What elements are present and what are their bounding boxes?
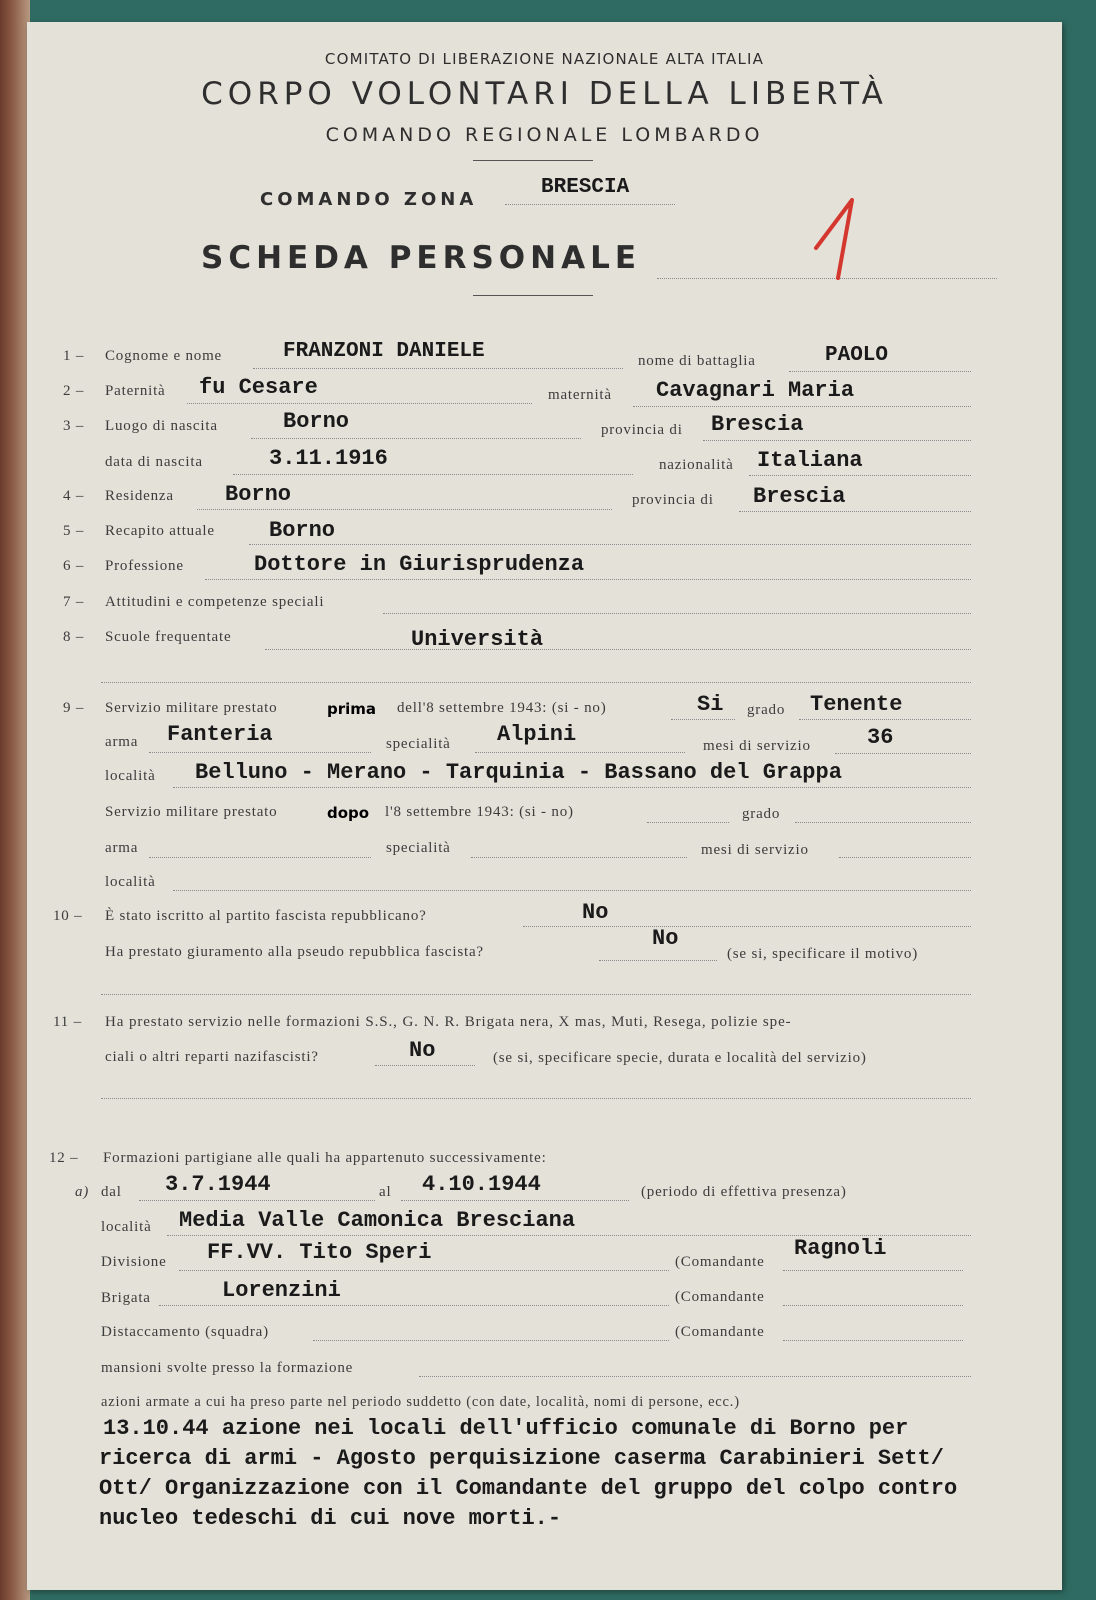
zone-label: COMANDO ZONA (260, 189, 478, 210)
specialty-label: specialità (386, 736, 451, 752)
nazifascist-line-2 (101, 1098, 971, 1099)
to-value: 4.10.1944 (422, 1172, 541, 1197)
title-divider (473, 295, 593, 296)
after-arm-label: arma (105, 840, 139, 856)
nationality-label: nazionalità (659, 457, 734, 473)
months-label: mesi di servizio (703, 738, 811, 754)
actions-label: azioni armate a cui ha preso parte nel periodo suddetto (con date, località, nomi di persone, ecc.) (101, 1394, 740, 1410)
aptitudes-line (383, 613, 971, 614)
division-value: FF.VV. Tito Speri (207, 1240, 432, 1265)
field-number-11: 11 – (53, 1014, 82, 1030)
specialty-value: Alpini (497, 722, 577, 747)
field-number-7: 7 – (63, 594, 85, 610)
maternity-label: maternità (548, 387, 612, 403)
address-value: Borno (269, 518, 336, 543)
item-a-label: a) (75, 1184, 90, 1200)
birthplace-value: Borno (283, 409, 350, 434)
party-line (523, 926, 971, 927)
after-rank-line (795, 822, 971, 823)
personal-record-sheet (27, 22, 1062, 1590)
brigade-label: Brigata (101, 1290, 151, 1306)
arm-line (149, 752, 371, 753)
before-service-label: Servizio militare prestato (105, 700, 278, 716)
paternity-line (187, 403, 532, 404)
paternity-value: fu Cesare (199, 375, 318, 400)
locality-line (173, 787, 971, 788)
folder-edge (0, 0, 30, 1600)
corps-heading: CORPO VOLONTARI DELLA LIBERTÀ (201, 76, 888, 112)
schools-label: Scuole frequentate (105, 629, 232, 645)
after-service-label: Servizio militare prestato (105, 804, 278, 820)
residence-value: Borno (225, 482, 292, 507)
rank-line (799, 719, 971, 720)
locality-label: località (105, 768, 156, 784)
regional-command-heading: COMANDO REGIONALE LOMBARDO (325, 124, 764, 146)
oath-label: Ha prestato giuramento alla pseudo repubblica fascista? (105, 944, 484, 960)
brigade-commander-label: (Comandante (675, 1289, 765, 1305)
division-commander-value: Ragnoli (794, 1236, 887, 1261)
zone-line (505, 204, 675, 205)
oath-value: No (652, 926, 679, 951)
paternity-label: Paternità (105, 383, 166, 399)
birthplace-line (251, 438, 581, 439)
birth-province-label: provincia di (601, 422, 683, 438)
oath-line (599, 960, 717, 961)
schools-value: Università (411, 627, 544, 652)
to-line (401, 1200, 629, 1201)
address-line (249, 544, 971, 545)
schools-line (265, 649, 971, 650)
detachment-commander-line (783, 1340, 963, 1341)
actions-line-2: ricerca di armi - Agosto perquisizione caserma Carabinieri Sett/ (99, 1446, 944, 1471)
before-service-value: Si (697, 692, 724, 717)
nazifascist-service-label: Ha prestato servizio nelle formazioni S.S., G. N. R. Brigata nera, X mas, Muti, Resega, polizie spe- (105, 1014, 792, 1030)
months-line (835, 753, 971, 754)
after-locality-label: località (105, 874, 156, 890)
oath-line-2 (101, 994, 971, 995)
from-value: 3.7.1944 (165, 1172, 271, 1197)
before-bold-label: prima (327, 700, 377, 718)
field-number-9: 9 – (63, 700, 85, 716)
surname-line (253, 368, 623, 369)
duties-line (419, 1376, 971, 1377)
brigade-commander-line (783, 1305, 963, 1306)
after-months-label: mesi di servizio (701, 842, 809, 858)
address-label: Recapito attuale (105, 523, 215, 539)
after-specialty-label: specialità (386, 840, 451, 856)
detachment-commander-label: (Comandante (675, 1324, 765, 1340)
after-date-label: l'8 settembre 1943: (si - no) (385, 804, 574, 820)
residence-province-line (739, 511, 971, 512)
brigade-value: Lorenzini (222, 1278, 341, 1303)
battle-name-value: PAOLO (825, 344, 889, 367)
division-label: Divisione (101, 1254, 167, 1270)
arm-value: Fanteria (167, 722, 273, 747)
birthdate-line (233, 474, 633, 475)
field-number-2: 2 – (63, 383, 85, 399)
after-service-line (647, 822, 729, 823)
after-rank-label: grado (742, 806, 781, 822)
from-label: dal (101, 1184, 122, 1200)
battle-name-label: nome di battaglia (638, 353, 756, 369)
profession-line (205, 579, 971, 580)
arm-label: arma (105, 734, 139, 750)
profession-label: Professione (105, 558, 184, 574)
residence-line (197, 509, 612, 510)
schools-line-2 (101, 682, 971, 683)
nazifascist-service-line (375, 1065, 475, 1066)
division-commander-label: (Comandante (675, 1254, 765, 1270)
after-months-line (839, 857, 971, 858)
field-number-5: 5 – (63, 523, 85, 539)
partisan-locality-value: Media Valle Camonica Bresciana (179, 1208, 576, 1233)
detachment-label: Distaccamento (squadra) (101, 1324, 269, 1340)
field-number-1: 1 – (63, 348, 85, 364)
rank-value: Tenente (810, 692, 903, 717)
birth-province-line (703, 440, 971, 441)
from-line (139, 1200, 375, 1201)
birthdate-label: data di nascita (105, 454, 203, 470)
before-service-line (671, 719, 735, 720)
after-arm-line (149, 857, 371, 858)
residence-province-value: Brescia (753, 484, 846, 509)
before-date-label: dell'8 settembre 1943: (si - no) (397, 700, 607, 716)
partisan-locality-label: località (101, 1219, 152, 1235)
locality-value: Belluno - Merano - Tarquinia - Bassano del Grappa (195, 760, 842, 785)
maternity-line (633, 406, 971, 407)
profession-value: Dottore in Giurisprudenza (254, 552, 585, 577)
party-value: No (582, 900, 609, 925)
nazifascist-service-value: No (409, 1038, 436, 1063)
residence-province-label: provincia di (632, 492, 714, 508)
duties-label: mansioni svolte presso la formazione (101, 1360, 354, 1376)
battle-name-line (789, 371, 971, 372)
field-number-8: 8 – (63, 629, 85, 645)
after-bold-label: dopo (327, 804, 370, 822)
partisan-intro: Formazioni partigiane alle quali ha appartenuto successivamente: (103, 1150, 547, 1166)
after-locality-line (173, 890, 971, 891)
months-value: 36 (867, 725, 894, 750)
maternity-value: Cavagnari Maria (656, 378, 855, 403)
field-number-6: 6 – (63, 558, 85, 574)
aptitudes-label: Attitudini e competenze speciali (105, 594, 325, 610)
specialty-line (475, 752, 685, 753)
field-number-10: 10 – (53, 908, 83, 924)
birth-province-value: Brescia (711, 412, 804, 437)
nationality-value: Italiana (757, 448, 863, 473)
birthdate-value: 3.11.1916 (269, 446, 388, 471)
sheet-number-mark (812, 190, 872, 285)
after-specialty-line (471, 857, 687, 858)
nazifascist-service-note: (se si, specificare specie, durata e località del servizio) (493, 1050, 867, 1066)
page-title: SCHEDA PERSONALE (201, 240, 642, 276)
header-divider (473, 160, 593, 161)
division-line (179, 1270, 669, 1271)
surname-value: FRANZONI DANIELE (283, 340, 485, 363)
field-number-4: 4 – (63, 488, 85, 504)
actions-line-3: Ott/ Organizzazione con il Comandante del gruppo del colpo contro (99, 1476, 958, 1501)
division-commander-line (783, 1270, 963, 1271)
oath-note: (se si, specificare il motivo) (727, 946, 919, 962)
actions-line-1: 13.10.44 azione nei locali dell'ufficio comunale di Borno per (103, 1416, 909, 1441)
field-number-3: 3 – (63, 418, 85, 434)
birthplace-label: Luogo di nascita (105, 418, 218, 434)
committee-heading: COMITATO DI LIBERAZIONE NAZIONALE ALTA ITALIA (324, 50, 765, 68)
actions-line-4: nucleo tedeschi di cui nove morti.- (99, 1506, 562, 1531)
residence-label: Residenza (105, 488, 174, 504)
party-label: È stato iscritto al partito fascista repubblicano? (105, 908, 427, 924)
nazifascist-service-label-2: ciali o altri reparti nazifascisti? (105, 1049, 319, 1065)
rank-label: grado (747, 702, 786, 718)
surname-label: Cognome e nome (105, 348, 223, 364)
detachment-line (313, 1340, 669, 1341)
period-note: (periodo di effettiva presenza) (641, 1184, 847, 1200)
brigade-line (159, 1305, 669, 1306)
zone-value: BRESCIA (541, 176, 630, 199)
nationality-line (749, 475, 971, 476)
field-number-12: 12 – (49, 1150, 79, 1166)
to-label: al (379, 1184, 392, 1200)
